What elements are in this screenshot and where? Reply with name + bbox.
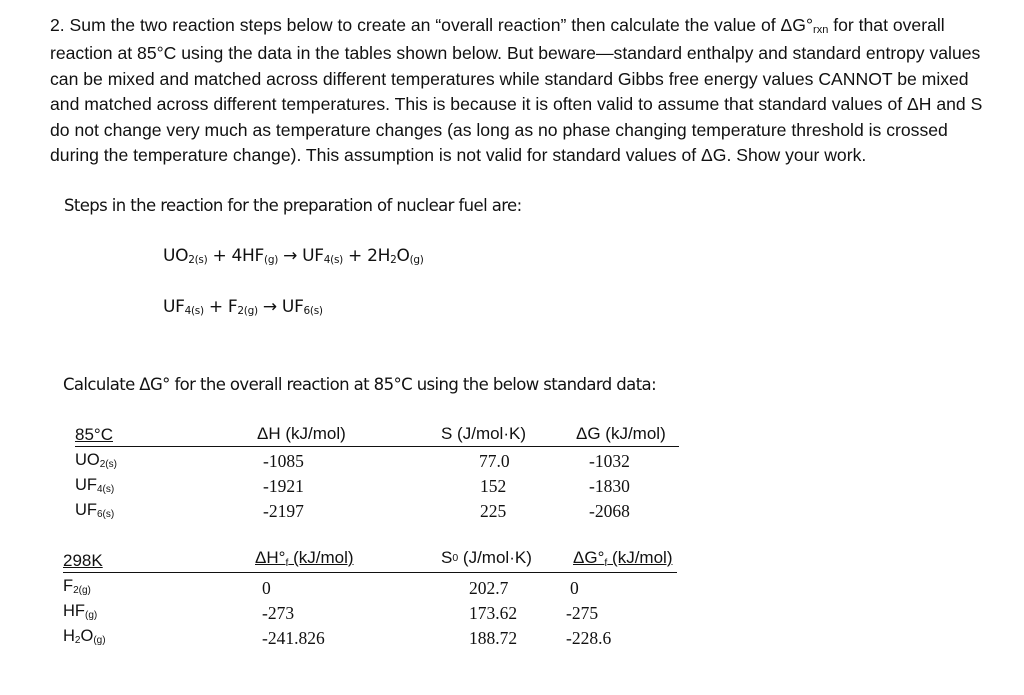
table-85c-row-species: $UF_{4(s)}$: [75, 476, 115, 495]
r1-part: UF: [302, 246, 324, 266]
table-298k-row-h: 0: [262, 578, 271, 598]
table-85c-row-g: -1830: [589, 476, 630, 496]
table-85c-row-s: 77.0: [479, 451, 510, 471]
table-85c-row-s: 225: [480, 501, 507, 521]
table-85c-col-s: S (J/mol·K): [441, 424, 526, 443]
r2-part: UF: [281, 297, 304, 317]
table-85c-temp: 85°C: [75, 425, 113, 444]
table-85c-row-h: -2197: [263, 501, 304, 521]
steps-title: Steps in the reaction for the preparation of nuclear fuel are:: [64, 196, 522, 215]
table-298k-col-s: $S^0$ (J/mol·K): [441, 548, 532, 567]
r1-part: + 4HF: [207, 246, 265, 266]
table-85c-row-h: -1085: [263, 451, 304, 471]
r1-sub: (g): [264, 254, 278, 266]
table-85c-rule: [75, 446, 679, 447]
table-298k-row-species: $F_{2(g)}$: [63, 577, 91, 596]
table-298k-row-s: 173.62: [469, 603, 518, 623]
table-298k-col-g: $\Delta G^\circ_f$ (kJ/mol): [573, 548, 673, 569]
r1-sub: 2(s): [188, 254, 208, 266]
table-298k-row-h: -273: [262, 603, 295, 623]
reaction-1: [163, 246, 424, 266]
r1-sub: 4(s): [323, 254, 343, 266]
r2-sub: 2(g): [237, 305, 258, 317]
table-298k-row-g: -275: [566, 603, 599, 623]
table-298k-row-species: $H_2O_{(g)}$: [63, 627, 106, 646]
table-298k-row-h: -241.826: [262, 628, 325, 648]
calc-title: Calculate ΔG° for the overall reaction at 85°C using the below standard data:: [63, 375, 657, 394]
r2-part: + F: [203, 297, 238, 317]
r1-part: UO: [163, 246, 189, 266]
r2-part: UF: [163, 297, 185, 317]
rxn-subscript: rxn: [813, 24, 829, 36]
problem-text-a: 2. Sum the two reaction steps below to create an “overall reaction” then calculate the value of ΔG°: [50, 15, 814, 35]
table-85c-row-g: -1032: [589, 451, 630, 471]
table-85c-row-h: -1921: [263, 476, 304, 496]
table-85c-row-s: 152: [480, 476, 507, 496]
table-298k-col-h: $\Delta H^\circ_f$ (kJ/mol): [255, 548, 354, 569]
problem-text-b: for that overall reaction at 85°C using the data in the tables shown below. But beware—standard enthalpy and standard entropy values can be mixed and matched across different temperatures while standard Gibbs free energy values CANNOT be mixed and matched across different temperatures. This is because it is often valid to assume that standard values of ΔH and S do not change very much as temperature changes (as long as no phase changing temperature threshold is crossed during the temperature change). This assumption is not valid for standard values of ΔG. Show your work.: [50, 15, 983, 166]
reaction-arrow-icon: →: [257, 297, 282, 317]
r1-sub: (g): [409, 254, 424, 266]
table-85c-row-g: -2068: [589, 501, 630, 521]
r2-sub: 4(s): [184, 305, 204, 317]
table-298k-rule: [63, 572, 677, 573]
table-298k-temp: 298K: [63, 551, 103, 570]
table-298k-row-g: -228.6: [566, 628, 612, 648]
table-298k-row-s: 202.7: [469, 578, 509, 598]
table-298k-row-g: 0: [570, 578, 579, 598]
r1-part: + 2H: [342, 246, 391, 266]
r2-sub: 6(s): [303, 305, 323, 317]
table-298k-row-species: $HF_{(g)}$: [63, 602, 98, 621]
table-85c-row-species: $UF_{6(s)}$: [75, 501, 115, 520]
table-85c-col-g: ΔG (kJ/mol): [576, 424, 666, 443]
table-85c-row-species: $UO_{2(s)}$: [75, 451, 117, 470]
reaction-arrow-icon: →: [278, 246, 303, 266]
r1-sub: 2: [390, 254, 397, 266]
r1-part: O: [396, 246, 410, 266]
reaction-2: [163, 297, 323, 317]
problem-statement: [50, 13, 1000, 168]
table-298k-row-s: 188.72: [469, 628, 518, 648]
table-85c-col-h: ΔH (kJ/mol): [257, 424, 346, 443]
